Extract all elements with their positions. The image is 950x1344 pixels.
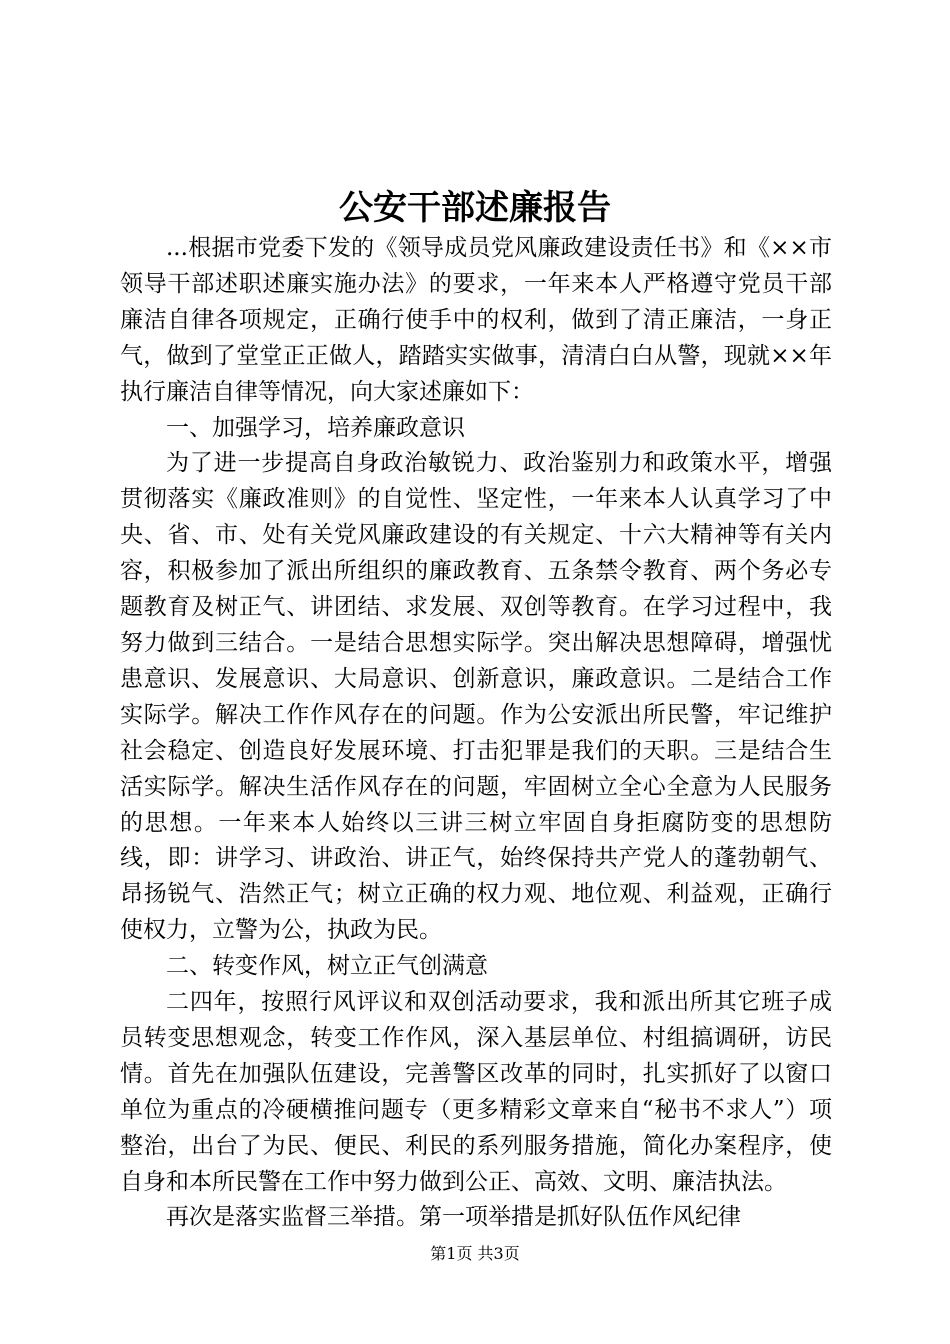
section-heading-1: 一、加强学习，培养廉政意识 — [166, 414, 465, 441]
section-heading-2: 二、转变作风，树立正气创满意 — [166, 953, 488, 980]
paragraph-section-2-continued: 再次是落实监督三举措。第一项举措是抓好队伍作风纪律 — [166, 1204, 741, 1231]
paragraph-section-2: 二四年，按照行风评议和双创活动要求，我和派出所其它班子成员转变思想观念，转变工作作风，深入基层单位、村组搞调研，访民情。首先在加强队伍建设，完善警区改革的同时，扎实抓好了以窗口单位为重点的冷硬横推问题专（更多精彩文章来自“秘书不求人”）项整治，出台了为民、便民、利民的系列服务措施，简化办案程序，使自身和本所民警在工作中努力做到公正、高效、文明、廉洁执法。 — [120, 989, 832, 1195]
paragraph-intro: ...根据市党委下发的《领导成员党风廉政建设责任书》和《××市领导干部述职述廉实施办法》的要求，一年来本人严格遵守党员干部廉洁自律各项规定，正确行使手中的权利，做到了清正廉洁，一身正气，做到了堂堂正正做人，踏踏实实做事，清清白白从警，现就××年执行廉洁自律等情况，向大家述廉如下： — [120, 235, 832, 405]
document-title: 公安干部述廉报告 — [339, 188, 611, 228]
paragraph-section-1: 为了进一步提高自身政治敏锐力、政治鉴别力和政策水平，增强贯彻落实《廉政准则》的自觉性、坚定性，一年来本人认真学习了中央、省、市、处有关党风廉政建设的有关规定、十六大精神等有关内容，积极参加了派出所组织的廉政教育、五条禁令教育、两个务必专题教育及树正气、讲团结、求发展、双创等教育。在学习过程中，我努力做到三结合。一是结合思想实际学。突出解决思想障碍，增强忧患意识、发展意识、大局意识、创新意识，廉政意识。二是结合工作实际学。解决工作作风存在的问题。作为公安派出所民警，牢记维护社会稳定、创造良好发展环境、打击犯罪是我们的天职。三是结合生活实际学。解决生活作风存在的问题，牢固树立全心全意为人民服务的思想。一年来本人始终以三讲三树立牢固自身拒腐防变的思想防线，即：讲学习、讲政治、讲正气，始终保持共产党人的蓬勃朝气、昂扬锐气、浩然正气；树立正确的权力观、地位观、利益观，正确行使权力，立警为公，执政为民。 — [120, 450, 832, 944]
page-footer: 第1页 共3页 — [430, 1244, 520, 1263]
document-body — [120, 231, 832, 1236]
